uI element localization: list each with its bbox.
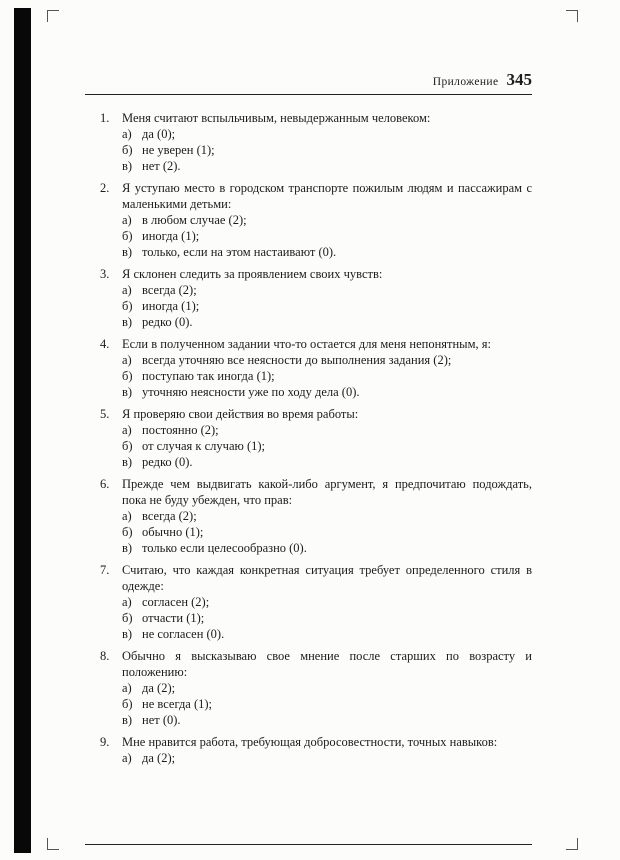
answer-option [122, 750, 532, 766]
answer-option [122, 696, 532, 712]
option-letter: б) [122, 369, 133, 383]
question-text: Если в полученном задании что-то остается для меня непонятным, я: [122, 337, 491, 351]
option-text: в любом случае (2); [142, 213, 247, 227]
answer-option [122, 384, 532, 400]
option-text: редко (0). [142, 315, 193, 329]
question-text: Я склонен следить за проявлением своих чувств: [122, 267, 383, 281]
question-item [85, 266, 532, 330]
option-text: поступаю так иногда (1); [142, 369, 275, 383]
option-text: редко (0). [142, 455, 193, 469]
option-text: нет (0). [142, 713, 181, 727]
option-text: иногда (1); [142, 299, 200, 313]
question-text: Прежде чем выдвигать какой-либо аргумент, я предпочитаю подождать, пока не буду убежден, что прав: [122, 477, 532, 507]
question-item [85, 734, 532, 766]
option-letter: б) [122, 143, 133, 157]
option-text: согласен (2); [142, 595, 210, 609]
answer-option [122, 540, 532, 556]
question-number: 6. [100, 477, 110, 491]
question-item [85, 476, 532, 556]
answer-option [122, 712, 532, 728]
question-row [100, 648, 532, 680]
option-letter: в) [122, 627, 133, 641]
question-number: 5. [100, 407, 110, 421]
answer-options [100, 750, 532, 766]
question-item [85, 406, 532, 470]
answer-option [122, 610, 532, 626]
header-rule [85, 94, 532, 95]
answer-option [122, 508, 532, 524]
answer-options [100, 282, 532, 330]
answer-option [122, 282, 532, 298]
answer-option [122, 158, 532, 174]
question-item [85, 648, 532, 728]
answer-option [122, 352, 532, 368]
option-letter: а) [122, 127, 132, 141]
answer-option [122, 680, 532, 696]
answer-option [122, 626, 532, 642]
option-text: да (0); [142, 127, 176, 141]
option-letter: б) [122, 611, 133, 625]
option-text: всегда уточняю все неясности до выполнения задания (2); [142, 353, 452, 367]
option-text: постоянно (2); [142, 423, 219, 437]
answer-option [122, 244, 532, 260]
option-text: нет (2). [142, 159, 181, 173]
footer-rule [85, 844, 532, 845]
question-row [100, 110, 532, 126]
answer-option [122, 126, 532, 142]
book-spine-bar [14, 8, 31, 853]
question-number: 3. [100, 267, 110, 281]
crop-mark-top-left [47, 10, 59, 22]
answer-option [122, 438, 532, 454]
page-number: 345 [506, 70, 532, 89]
question-row [100, 734, 532, 750]
question-text: Меня считают вспыльчивым, невыдержанным человеком: [122, 111, 431, 125]
question-number: 8. [100, 649, 110, 663]
option-text: только, если на этом настаивают (0). [142, 245, 337, 259]
question-text: Я проверяю свои действия во время работы: [122, 407, 359, 421]
question-item [85, 336, 532, 400]
answer-options [100, 126, 532, 174]
option-letter: а) [122, 353, 132, 367]
option-text: обычно (1); [142, 525, 204, 539]
header-label: Приложение [432, 76, 499, 88]
question-row [100, 336, 532, 352]
question-row [100, 476, 532, 508]
option-text: не всегда (1); [142, 697, 213, 711]
questions-list [85, 110, 532, 766]
option-text: уточняю неясности уже по ходу дела (0). [142, 385, 360, 399]
answer-option [122, 524, 532, 540]
option-letter: б) [122, 229, 133, 243]
option-letter: в) [122, 159, 133, 173]
crop-mark-top-right [566, 10, 578, 22]
option-letter: в) [122, 541, 133, 555]
question-row [100, 562, 532, 594]
option-text: отчасти (1); [142, 611, 205, 625]
option-text: от случая к случаю (1); [142, 439, 265, 453]
option-letter: в) [122, 455, 133, 469]
option-letter: а) [122, 751, 132, 765]
option-letter: в) [122, 713, 133, 727]
option-text: не уверен (1); [142, 143, 215, 157]
answer-option [122, 212, 532, 228]
option-text: иногда (1); [142, 229, 200, 243]
answer-options [100, 594, 532, 642]
crop-mark-bottom-left [47, 838, 59, 850]
option-text: да (2); [142, 751, 176, 765]
question-text: Считаю, что каждая конкретная ситуация требует определенного стиля в одежде: [122, 563, 532, 593]
option-letter: а) [122, 213, 132, 227]
question-item [85, 180, 532, 260]
option-letter: в) [122, 245, 133, 259]
page-header [85, 70, 532, 94]
option-letter: а) [122, 423, 132, 437]
option-text: всегда (2); [142, 509, 197, 523]
option-letter: а) [122, 595, 132, 609]
answer-options [100, 212, 532, 260]
crop-mark-bottom-right [566, 838, 578, 850]
question-number: 1. [100, 111, 110, 125]
question-row [100, 406, 532, 422]
option-text: да (2); [142, 681, 176, 695]
option-letter: б) [122, 299, 133, 313]
answer-option [122, 228, 532, 244]
option-letter: в) [122, 315, 133, 329]
question-number: 9. [100, 735, 110, 749]
question-number: 2. [100, 181, 110, 195]
option-text: всегда (2); [142, 283, 197, 297]
option-letter: б) [122, 525, 133, 539]
page-content [85, 70, 532, 772]
answer-options [100, 352, 532, 400]
answer-option [122, 298, 532, 314]
answer-option [122, 142, 532, 158]
question-item [85, 562, 532, 642]
option-letter: а) [122, 509, 132, 523]
question-text: Мне нравится работа, требующая добросовестности, точных навыков: [122, 735, 498, 749]
answer-option [122, 368, 532, 384]
question-item [85, 110, 532, 174]
question-number: 4. [100, 337, 110, 351]
option-letter: б) [122, 697, 133, 711]
answer-option [122, 454, 532, 470]
option-letter: а) [122, 681, 132, 695]
answer-option [122, 422, 532, 438]
answer-option [122, 314, 532, 330]
option-letter: в) [122, 385, 133, 399]
option-letter: б) [122, 439, 133, 453]
option-text: не согласен (0). [142, 627, 225, 641]
answer-options [100, 422, 532, 470]
question-row [100, 266, 532, 282]
answer-options [100, 680, 532, 728]
question-text: Обычно я высказываю свое мнение после старших по возрасту и положению: [122, 649, 532, 679]
question-text: Я уступаю место в городском транспорте пожилым людям и пассажирам с маленькими детьми: [122, 181, 532, 211]
question-row [100, 180, 532, 212]
question-number: 7. [100, 563, 110, 577]
answer-option [122, 594, 532, 610]
option-text: только если целесообразно (0). [142, 541, 307, 555]
option-letter: а) [122, 283, 132, 297]
answer-options [100, 508, 532, 556]
